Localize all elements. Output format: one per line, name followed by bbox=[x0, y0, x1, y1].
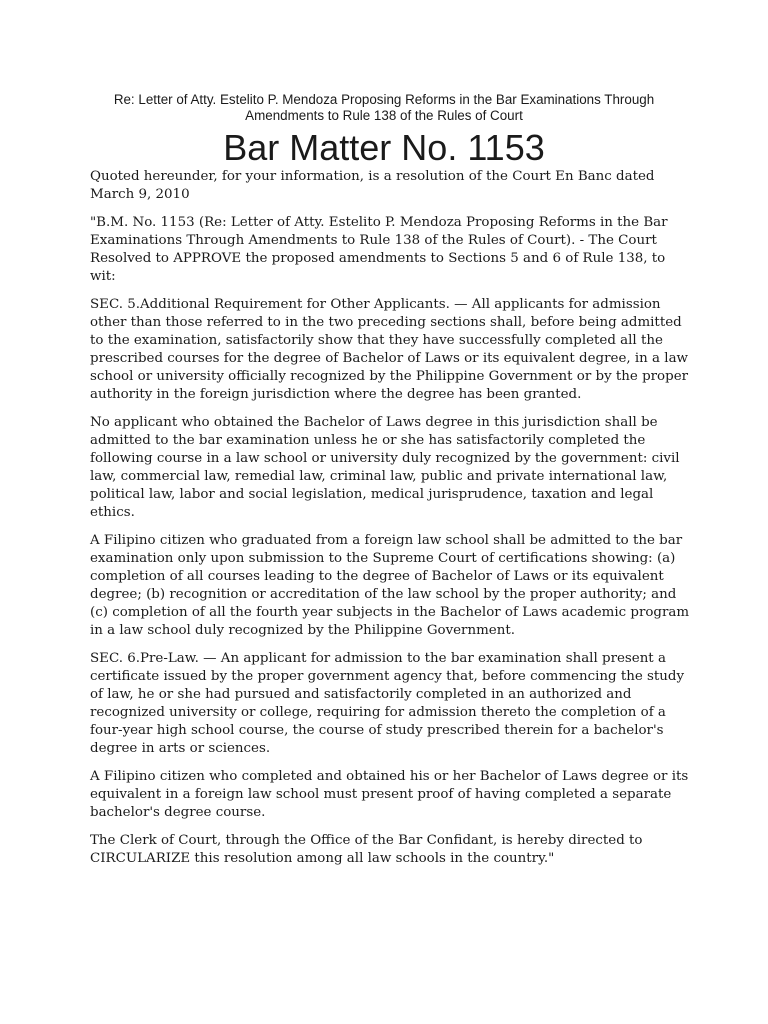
document-body bbox=[90, 168, 690, 878]
document-subtitle bbox=[60, 92, 708, 124]
paragraph-resolution: "B.M. No. 1153 (Re: Letter of Atty. Estelito P. Mendoza Proposing Reforms in the Bar Examinations Through Amendments to Rule 138 of the Rules of Court). - The Court Resolved to APPROVE the proposed amendments to Sections 5 and 6 of Rule 138, to wit: bbox=[90, 215, 668, 284]
document-title: Bar Matter No. 1153 bbox=[223, 127, 545, 168]
paragraph-sec5-local-graduates: No applicant who obtained the Bachelor of Laws degree in this jurisdiction shall be admitted to the bar examination unless he or she has satisfactorily completed the following course in a law school or university duly recognized by the government: civil law, commercial law, remedial law, criminal law, public and private international law, political law, labor and social legislation, medical jurisprudence, taxation and legal ethics. bbox=[90, 415, 680, 520]
paragraph-sec6: SEC. 6.Pre-Law. — An applicant for admission to the bar examination shall present a certificate issued by the proper government agency that, before commencing the study of law, he or she had pursued and satisfactorily completed in an authorized and recognized university or college, requiring for admission thereto the completion of a four-year high school course, the course of study prescribed therein for a bachelor's degree in arts or sciences. bbox=[90, 651, 685, 756]
paragraph-sec5: SEC. 5.Additional Requirement for Other Applicants. — All applicants for admission other than those referred to in the two preceding sections shall, before being admitted to the examination, satisfactorily show that they have successfully completed all the prescribed courses for the degree of Bachelor of Laws or its equivalent degree, in a law school or university officially recognized by the Philippine Government or by the proper authority in the foreign jurisdiction where the degree has been granted. bbox=[90, 297, 689, 402]
paragraph-sec5-foreign-graduates: A Filipino citizen who graduated from a foreign law school shall be admitted to the bar examination only upon submission to the Supreme Court of certifications showing: (a) completion of all courses leading to the degree of Bachelor of Laws or its equivalent degree; (b) recognition or accreditation of the law school by the proper authority; and (c) completion of all the fourth year subjects in the Bachelor of Laws academic program in a law school duly recognized by the Philippine Government. bbox=[90, 533, 690, 638]
paragraph-intro: Quoted hereunder, for your information, is a resolution of the Court En Banc dated March 9, 2010 bbox=[90, 169, 655, 202]
paragraph-sec6-foreign-graduates: A Filipino citizen who completed and obtained his or her Bachelor of Laws degree or its equivalent in a foreign law school must present proof of having completed a separate bachelor's degree course. bbox=[90, 769, 689, 820]
paragraph-closing: The Clerk of Court, through the Office of the Bar Confidant, is hereby directed to CIRCULARIZE this resolution among all law schools in the country." bbox=[90, 833, 643, 866]
subtitle-line-1: Re: Letter of Atty. Estelito P. Mendoza Proposing Reforms in the Bar Examinations Through bbox=[113, 92, 655, 107]
subtitle-line-2: Amendments to Rule 138 of the Rules of Court bbox=[245, 108, 523, 123]
